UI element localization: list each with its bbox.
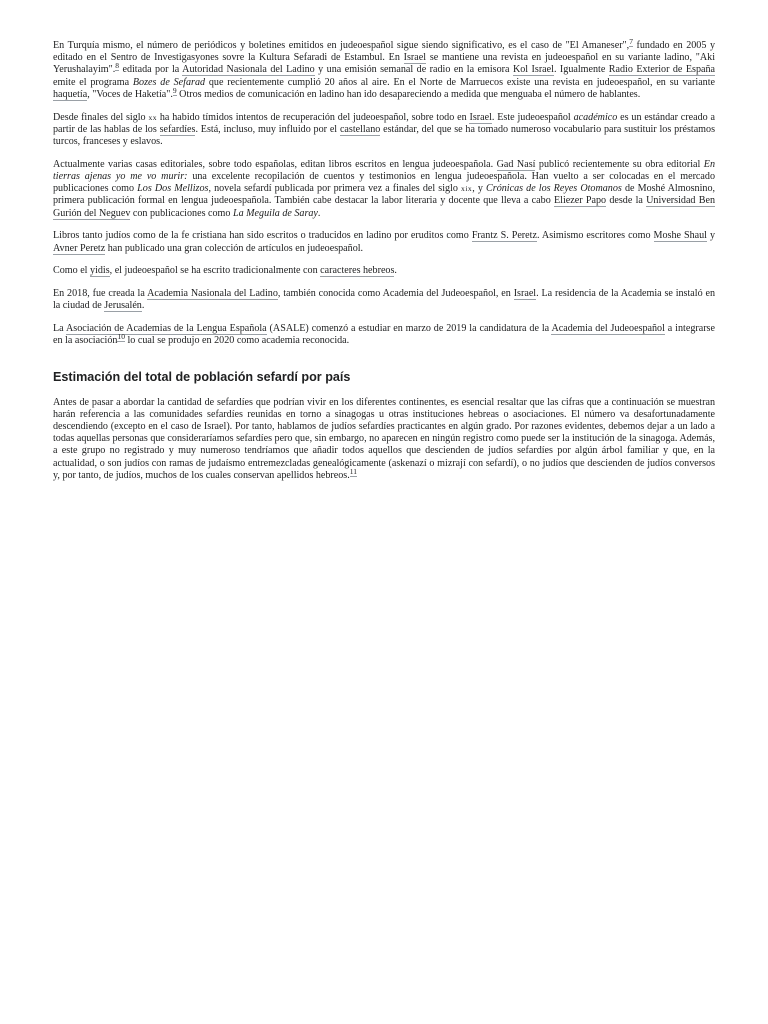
link-jerusalen[interactable]: Jerusalén bbox=[104, 300, 142, 312]
paragraph bbox=[53, 323, 715, 347]
paragraph bbox=[53, 265, 715, 277]
text-run: , y bbox=[472, 183, 487, 195]
paragraph bbox=[53, 397, 715, 482]
link-radio-exterior-de-espana[interactable]: Radio Exterior de España bbox=[608, 64, 716, 76]
paragraph bbox=[53, 230, 715, 254]
text-run: Actualmente varias casas editoriales, sobre todo españolas, editan libros escritos en lengua judeoespañola. bbox=[53, 158, 497, 170]
text-run: lo cual se produjo en 2020 como academia reconocida. bbox=[124, 335, 350, 347]
text-run: Otros medios de comunicación en ladino han ido desapareciendo a medida que menguaba el número de hablantes. bbox=[176, 88, 641, 100]
link-kol-israel[interactable]: Kol Israel bbox=[512, 64, 554, 76]
text-run: publicó recientemente su obra editorial bbox=[535, 158, 704, 170]
italic-text: Crónicas de los Reyes Otomanos bbox=[486, 183, 622, 195]
link-yidis[interactable]: yidis bbox=[90, 265, 110, 277]
text-run: es un estándar creado a partir de las hablas de los bbox=[53, 111, 716, 135]
text-run: estándar, del que se ha tomado numeroso vocabulario para sustituir los préstamos turcos, franceses y eslavos. bbox=[53, 123, 716, 148]
reference-link[interactable]: 7 bbox=[629, 37, 633, 46]
link-israel[interactable]: Israel bbox=[403, 52, 427, 64]
reference-link[interactable]: 8 bbox=[115, 61, 120, 71]
link-autoridad-nasionala-del-ladino[interactable]: Autoridad Nasionala del Ladino bbox=[182, 64, 315, 76]
reference-link[interactable]: 10 bbox=[117, 332, 125, 342]
link-sefardies[interactable]: sefardíes bbox=[159, 123, 196, 135]
reference-link[interactable]: 11 bbox=[349, 466, 357, 476]
link-avner-peretz[interactable]: Avner Peretz bbox=[53, 242, 106, 254]
text-run: Antes de pasar a abordar la cantidad de sefardíes que podrían vivir en los diferentes continentes, es esencial resaltar que las cifras que a continuación se muestran harán referencia a las comunidades sefardíes reunidas en torno a sinagogas u otras instituciones hebreas o asociaciones. El número va desafortunadamente descendiendo (excepto en el caso de Israel). Por tanto, hablamos de judíos sefardíes practicantes en algún grado. Por razones evidentes, debemos dejar a un lado a todas aquellas personas que consideraríamos sefardíes pero que, sin embargo, no aparecen en ningún registro como puede ser la institución de la sinagoga. Además, a este grupo no registrado y muy numeroso tendríamos que añadir todos aquellos que descienden de judíos sefardíes por algún árbol familiar y que, en la actualidad, o son judíos con ramas de judaísmo entremezcladas genealógicamente (askenazí o mizrají con sefardí), o no judíos que descienden de judíos conversos y, por tanto, de judíos, muchos de los cuales conservan apellidos hebreos. bbox=[53, 396, 715, 481]
text-run: . bbox=[317, 207, 321, 219]
link-frantz-s-peretz[interactable]: Frantz S. Peretz bbox=[471, 230, 537, 242]
link-israel[interactable]: Israel bbox=[513, 288, 537, 300]
section-paragraphs bbox=[53, 397, 715, 482]
link-eliezer-papo[interactable]: Eliezer Papo bbox=[554, 195, 607, 207]
paragraph bbox=[53, 37, 716, 101]
text-run: ha habido tímidos intentos de recuperación del judeoespañol, sobre todo en bbox=[157, 111, 470, 123]
text-run: fundado en 2005 y editado en el Sentro de Investigasyones sovre la Kultura Sefaradi de Estambul. En bbox=[53, 40, 715, 64]
text-run: . Este judeoespañol bbox=[491, 111, 574, 123]
century-numeral: xix bbox=[461, 184, 473, 194]
text-run: . Igualmente bbox=[553, 64, 609, 76]
text-run: (ASALE) comenzó a estudiar en marzo de 2019 la candidatura de la bbox=[266, 323, 552, 335]
century-numeral: xx bbox=[148, 112, 158, 122]
link-asociacion-de-academias-de-la-lengua-espanola[interactable]: Asociación de Academias de la Lengua Española bbox=[65, 323, 267, 335]
paragraph bbox=[53, 159, 715, 220]
text-run: han publicado una gran colección de artículos en judeoespañol. bbox=[105, 242, 364, 254]
text-run: , también conocida como Academia del Judeoespañol, en bbox=[277, 288, 514, 300]
text-run: desde la bbox=[606, 195, 647, 207]
link-israel[interactable]: Israel bbox=[469, 111, 492, 123]
link-caracteres-hebreos[interactable]: caracteres hebreos bbox=[320, 265, 395, 277]
text-run: que recientemente cumplió 20 años al aire. En el Norte de Marruecos existe una revista en judeoespañol, en su variante bbox=[205, 76, 716, 88]
link-moshe-shaul[interactable]: Moshe Shaul bbox=[653, 230, 707, 242]
text-run: Como el bbox=[53, 265, 91, 277]
text-run: . bbox=[141, 300, 145, 312]
text-run: se mantiene una revista en judeoespañol en su variante ladino, "Aki Yerushalayim". bbox=[53, 52, 715, 76]
link-castellano[interactable]: castellano bbox=[339, 123, 381, 135]
text-run: En Turquía mismo, el número de periódicos y boletines emitidos en judeoespañol sigue siendo significativo, es el caso de "El Amaneser", bbox=[53, 40, 630, 51]
link-haquetia[interactable]: haquetía bbox=[53, 88, 88, 100]
link-gad-nasi[interactable]: Gad Nasí bbox=[496, 158, 536, 170]
italic-text: Los Dos Mellizos bbox=[137, 183, 209, 195]
italic-text: En tierras ajenas yo me vo murir: bbox=[53, 158, 716, 183]
text-run: La bbox=[53, 323, 66, 335]
italic-text: académico bbox=[573, 111, 618, 123]
reference-link[interactable]: 9 bbox=[172, 85, 177, 95]
link-academia-nasionala-del-ladino[interactable]: Academia Nasionala del Ladino bbox=[147, 288, 278, 300]
text-run: editada por la bbox=[119, 64, 183, 76]
text-run: . Está, incluso, muy influido por el bbox=[195, 123, 340, 135]
text-run: Desde finales del siglo bbox=[53, 111, 149, 123]
text-run: y una emisión semanal de radio en la emisora bbox=[314, 64, 513, 76]
italic-text: Bozes de Sefarad bbox=[132, 76, 206, 88]
section-heading: Estimación del total de población sefardí por país bbox=[53, 369, 351, 384]
text-run: En 2018, fue creada la bbox=[53, 288, 148, 300]
article-body bbox=[53, 37, 716, 493]
text-run: , novela sefardí publicada por primera vez a finales del siglo bbox=[208, 183, 462, 195]
text-run: , "Voces de Haketía". bbox=[87, 88, 173, 100]
paragraph bbox=[53, 288, 715, 312]
italic-text: La Meguila de Saray bbox=[232, 207, 318, 219]
link-universidad-ben-gurion-del-neguev[interactable]: Universidad Ben Gurión del Neguev bbox=[53, 195, 716, 219]
text-run: . Asimismo escritores como bbox=[536, 230, 654, 242]
text-run: y bbox=[706, 230, 716, 242]
text-run: Libros tanto judíos como de la fe cristiana han sido escritos o traducidos en ladino por eruditos como bbox=[53, 230, 472, 242]
text-run: con publicaciones como bbox=[130, 207, 233, 219]
text-run: . La residencia de la Academia se instaló en la ciudad de bbox=[53, 288, 715, 312]
text-run: a integrarse en la asociación bbox=[53, 323, 715, 347]
link-academia-del-judeoespanol[interactable]: Academia del Judeoespañol bbox=[551, 323, 665, 335]
text-run: , el judeoespañol se ha escrito tradicionalmente con bbox=[109, 265, 321, 277]
paragraph bbox=[53, 112, 715, 149]
article-paragraphs bbox=[53, 37, 716, 348]
text-run: emite el programa bbox=[53, 76, 133, 88]
text-run: . bbox=[394, 265, 397, 277]
text-run: una excelente recopilación de cuentos y testimonios en lengua judeoespañola. Han vuelto a ser colocadas en el mercado publicaciones como bbox=[53, 171, 715, 195]
text-run: de Moshé Almosnino, primera publicación formal en lengua judeoespañola. También cabe destacar la labor literaria y docente que lleva a cabo bbox=[53, 183, 716, 207]
